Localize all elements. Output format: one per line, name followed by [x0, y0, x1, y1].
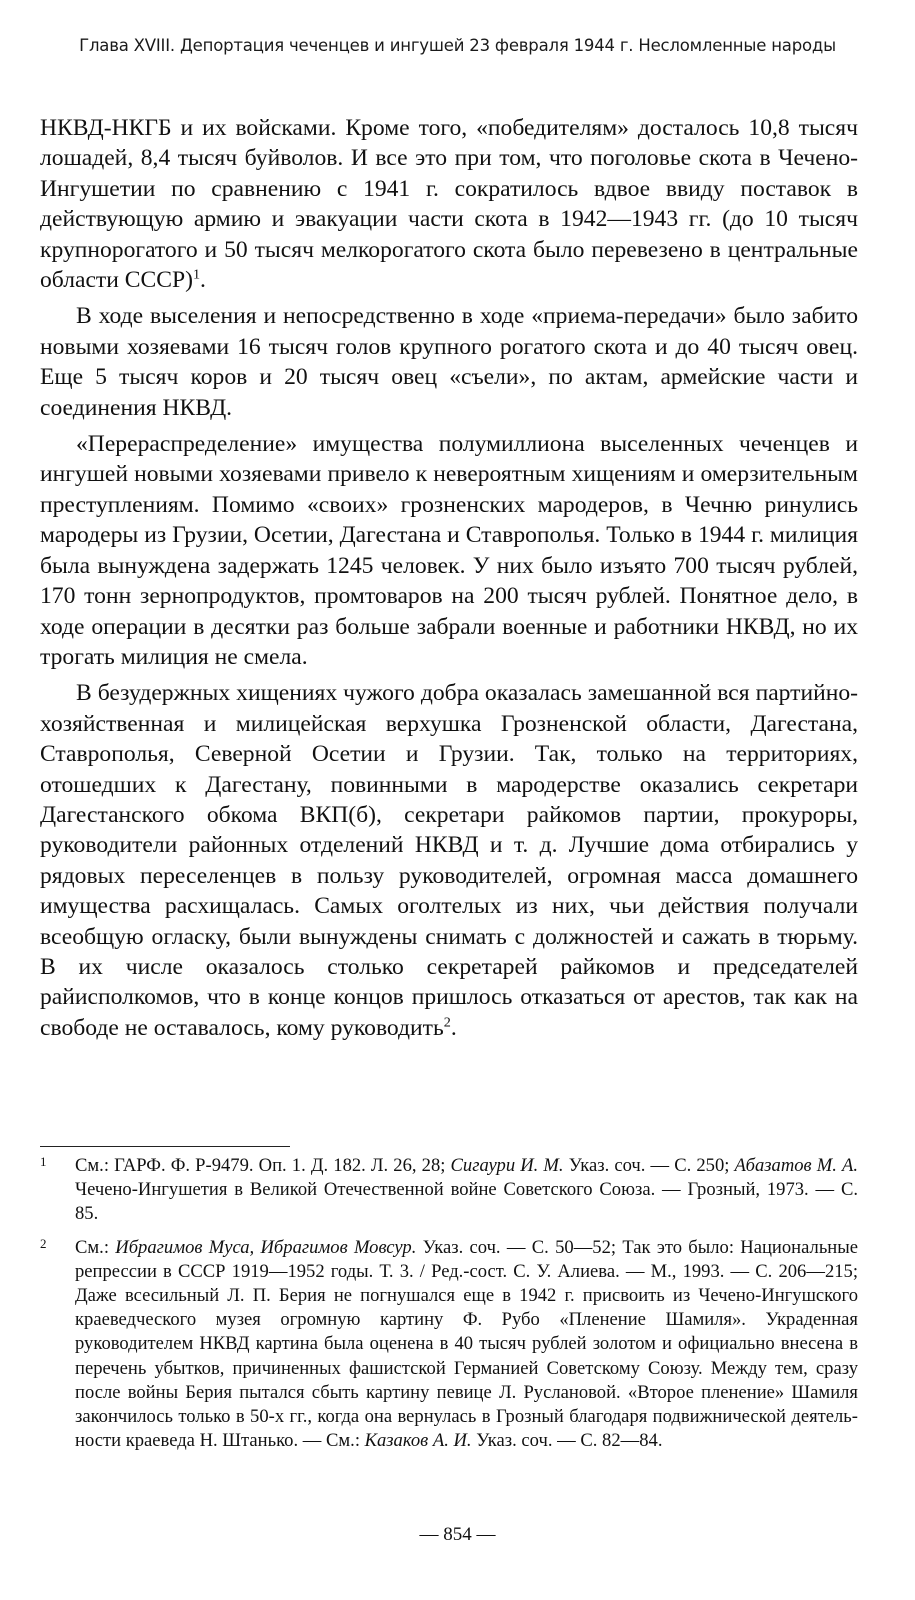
- footnote-segment: Указ. соч. — С. 82—84.: [471, 1430, 663, 1452]
- running-head: Глава XVIII. Депортация чеченцев и ингушей 23 февраля 1944 г. Несломленные народы: [79, 36, 836, 55]
- author-name: Казаков А. И.: [364, 1430, 472, 1452]
- footnote-segment: Указ. соч. — С. 50—52; Так это было: Национальные репрессии в СССР 1919—1952 годы. Т. 3. / Ред.-сост. С. У. Алиева. — М., 1993. — С. 206—215; Даже всесильный Л. П. Берия не погнушался еще в 1942 г. присвоить из Чечено-Ингушского краеведческого музея огромную картину Ф. Рубо «Пленение Шамиля». Украденная руководителем НКВД картина была оценена в 40 тысяч рублей золотом и официально внесена в перечень убытков, причиненных фашистской Германией Советскому Союзу. Между тем, сразу после войны Берия пытался сбыть картину певице Л. Руслановой. «Второе пленение» Шамиля закончилось только в 50-х гг., когда она вернулась в Грозный благодаря подвижнической деятельности краеведа Н. Штанько. — См.:: [75, 1236, 858, 1452]
- author-name: Абазатов М. А.: [734, 1155, 858, 1176]
- paragraph-text: «Перераспределение» имущества полумиллиона выселенных чеченцев и ингушей новыми хозяевами привело к невероятным хищениям и омерзительным преступлениям. Помимо «своих» грозненских мародеров, в Чечню ринулись мародеры из Грузии, Осетии, Дагестана и Ставрополья. Только в 1944 г. милиция была вынуждена задержать 1245 человек. У них было изъято 700 тысяч рублей, 170 тонн зернопродуктов, промтоваров на 200 тысяч рублей. Понятное дело, в ходе операции в десятки раз больше забрали военные и работники НКВД, но их трогать милиция не смела.: [40, 431, 858, 670]
- footnote-ref[interactable]: 1: [192, 266, 201, 283]
- paragraph-2: [40, 301, 858, 423]
- paragraph-3: [40, 429, 858, 672]
- main-text: [40, 113, 858, 1049]
- footnote-1: [40, 1154, 858, 1227]
- paragraph-4: [40, 678, 858, 1043]
- paragraph-tail: .: [450, 1014, 457, 1041]
- footnote-mark: 1: [40, 1154, 47, 1169]
- paragraph-text: В безудержных хищениях чужого добра оказалась замешанной вся партийно-хозяйственная и милицейская верхушка Грозненской области, Дагестана, Ставрополья, Северной Осетии и Грузии. Так, только на территориях, отошедших к Дагестану, повинными в мародерстве оказались секретари Дагестанского обкома ВКП(б), секретари райкомов партии, прокуроры, руководители районных отделений НКВД и т. д. Лучшие дома отбирались у рядовых переселенцев в пользу руководителей, огромная масса домашнего имущества расхищалась. Самых оголтелых из них, чьи действия получали всеобщую огласку, были вынуждены снимать с должностей и сажать в тюрьму. В их числе оказалось столько секретарей райкомов и председателей райисполкомов, что в конце концов пришлось отказаться от арестов, так как на свободе не оставалось, кому руководить: [40, 680, 858, 1041]
- author-name: Ибрагимов Муса, Ибрагимов Мовсур.: [115, 1236, 417, 1258]
- paragraph-text: В ходе выселения и непосредственно в ходе «приема-передачи» было забито новыми хозяевами 16 тысяч голов крупного рогатого скота и до 40 тысяч овец. Еще 5 тысяч коров и 20 тысяч овец «съели», по актам, армейские части и соединения НКВД.: [40, 303, 858, 421]
- footnote-segment: См.: ГАРФ. Ф. Р-9479. Оп. 1. Д. 182. Л. 26, 28;: [75, 1155, 451, 1176]
- footnote-divider: [40, 1146, 290, 1147]
- footnote-text: [75, 1237, 858, 1452]
- footnote-text: [75, 1155, 858, 1224]
- page-number: — 854 —: [419, 1524, 496, 1545]
- paragraph-tail: .: [200, 267, 206, 294]
- footnote-segment: См.:: [75, 1236, 116, 1258]
- footnote-mark: 2: [40, 1235, 47, 1251]
- paragraph-1: [40, 113, 858, 295]
- footnote-segment: Указ. соч. — С. 250;: [563, 1155, 735, 1176]
- footnote-2: [40, 1236, 858, 1454]
- footnotes: [40, 1154, 858, 1462]
- footnote-ref[interactable]: 2: [443, 1014, 451, 1031]
- footnote-segment: Чечено-Ингушетия в Великой Отечественной войне Советского Союза. — Грозный, 1973. — С. 85.: [75, 1179, 858, 1225]
- author-name: Сигаури И. М.: [450, 1155, 564, 1176]
- paragraph-text: НКВД-НКГБ и их войсками. Кроме того, «победителям» досталось 10,8 тысяч лошадей, 8,4 тысяч буйволов. И все это при том, что поголовье скота в Чечено-Ингушетии по сравнению с 1941 г. сократилось вдвое ввиду поставок в действующую армию и эвакуации части скота в 1942—1943 гг. (до 10 тысяч крупнорогатого и 50 тысяч мелкорогатого скота было перевезено в центральные области СССР): [40, 115, 858, 294]
